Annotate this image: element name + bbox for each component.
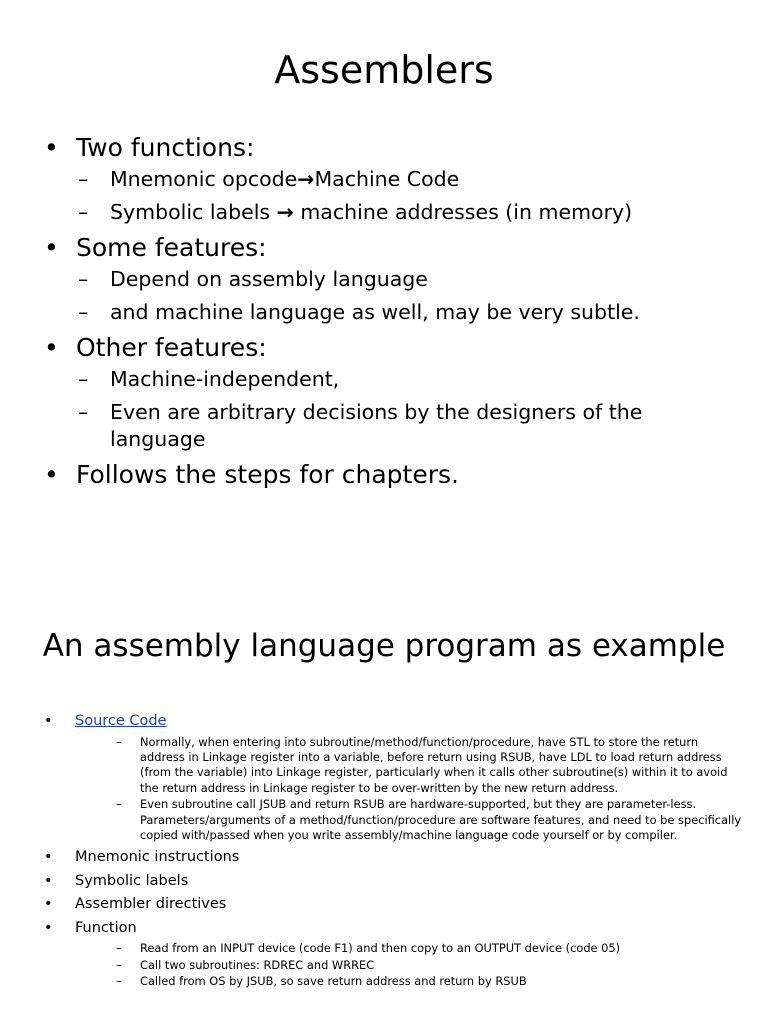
dash-icon: – <box>116 941 122 956</box>
sub-bullet-item <box>75 941 744 956</box>
bullet-list <box>44 128 744 491</box>
dash-icon: – <box>78 300 89 324</box>
dash-icon: – <box>78 167 89 191</box>
dash-icon: – <box>78 200 89 224</box>
bullet-icon: • <box>44 919 53 936</box>
bullet-text: Follows the steps for chapters. <box>76 460 459 489</box>
bullet-text: Other features: <box>76 333 267 362</box>
sub-bullet-text: Machine-independent, <box>110 367 340 391</box>
sub-bullet-text: Depend on assembly language <box>110 267 428 291</box>
bullet-item <box>44 846 744 870</box>
bullet-text: Some features: <box>76 233 267 262</box>
dash-icon: – <box>78 367 89 391</box>
bullet-icon: • <box>44 333 59 362</box>
sub-bullet-item <box>75 735 744 797</box>
sub-bullet-item <box>75 958 744 973</box>
sub-bullet-item <box>76 199 744 226</box>
bullet-text: Symbolic labels <box>75 872 189 889</box>
sub-bullet-text: Normally, when entering into subroutine/method/function/procedure, have STL to store the return address in Linkage register into a variable, before return using RSUB, have LDL to load return address (from the variable) into Linkage register, particularly when it calls other subroutine(s) within it to avoid the return address in Linkage register to be over-written by the new return address. <box>140 734 728 795</box>
right-arrow-icon: → <box>276 200 294 224</box>
sub-bullet-text: Mnemonic opcode <box>110 167 298 191</box>
sub-bullet-text: Called from OS by JSUB, so save return address and return by RSUB <box>140 974 527 989</box>
sub-bullet-item <box>76 299 744 326</box>
slide-title: An assembly language program as example <box>42 628 726 664</box>
sub-bullet-item <box>75 974 744 989</box>
bullet-item <box>44 232 744 326</box>
sub-bullet-list <box>76 166 744 226</box>
slide-title: Assemblers <box>274 48 494 92</box>
sub-bullet-text: Even are arbitrary decisions by the designers of the language <box>110 400 643 451</box>
bullet-icon: • <box>44 872 53 889</box>
sub-bullet-text: Read from an INPUT device (code F1) and then copy to an OUTPUT device (code 05) <box>140 941 621 956</box>
bullet-icon: • <box>44 460 59 489</box>
sub-bullet-text: Even subroutine call JSUB and return RSUB are hardware-supported, but they are parameter-less. Parameters/arguments of a method/function/procedure are software features, and need to be specifically copied with/passed when you write assembly/machine language code yourself or by compiler. <box>140 797 742 842</box>
sub-bullet-text: Symbolic labels <box>110 200 277 224</box>
sub-bullet-list <box>76 366 744 453</box>
sub-bullet-text: Call two subroutines: RDREC and WRREC <box>140 957 375 972</box>
bullet-text: Two functions: <box>76 133 255 162</box>
bullet-item <box>44 332 744 453</box>
bullet-item <box>44 870 744 894</box>
dash-icon: – <box>116 734 122 749</box>
sub-bullet-item <box>75 797 744 843</box>
bullet-item <box>44 132 744 226</box>
bullet-icon: • <box>44 133 59 162</box>
bullet-text: Function <box>75 919 137 936</box>
bullet-icon: • <box>44 713 53 729</box>
bullet-item <box>44 710 744 843</box>
sub-bullet-list <box>75 941 744 989</box>
bullet-icon: • <box>44 233 59 262</box>
sub-bullet-text: machine addresses (in memory) <box>293 200 633 224</box>
bullet-text: Assembler directives <box>75 896 227 913</box>
sub-bullet-item <box>76 399 744 453</box>
bullet-icon: • <box>44 849 53 866</box>
right-arrow-icon: → <box>297 167 315 191</box>
sub-bullet-list <box>76 266 744 326</box>
sub-bullet-item <box>76 266 744 293</box>
dash-icon: – <box>78 400 89 424</box>
bullet-item <box>44 893 744 917</box>
dash-icon: – <box>116 957 122 972</box>
dash-icon: – <box>116 974 122 989</box>
bullet-item <box>44 917 744 990</box>
sub-bullet-item <box>76 366 744 393</box>
sub-bullet-text: and machine language as well, may be very subtle. <box>110 300 640 324</box>
sub-bullet-text: Machine Code <box>314 167 460 191</box>
dash-icon: – <box>116 797 122 812</box>
source-code-link[interactable]: Source Code <box>75 713 167 729</box>
bullet-item <box>44 459 744 491</box>
dash-icon: – <box>78 267 89 291</box>
bullet-icon: • <box>44 896 53 913</box>
bullet-text: Mnemonic instructions <box>75 849 240 866</box>
sub-bullet-list <box>75 735 744 844</box>
bullet-list <box>44 710 744 993</box>
slide-example-program <box>0 512 768 1024</box>
sub-bullet-item <box>76 166 744 193</box>
